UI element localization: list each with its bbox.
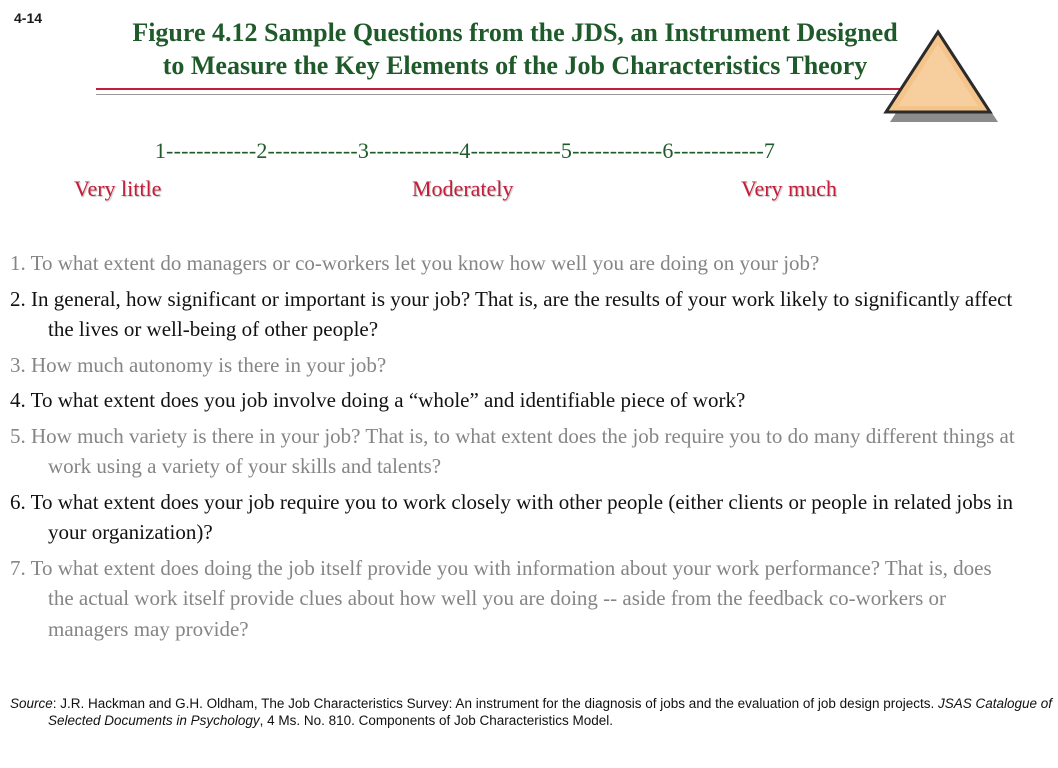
title-divider-grey [96, 94, 904, 95]
scale-label-very-much: Very much [741, 176, 837, 201]
title-line-2: to Measure the Key Elements of the Job Characteristics Theory [162, 51, 868, 80]
slide-title [60, 16, 970, 82]
triangle-logo-icon [880, 28, 1004, 126]
question-list [0, 248, 1020, 649]
title-line-1: Figure 4.12 Sample Questions from the JDS, an Instrument Designed [132, 18, 898, 47]
source-label: Source [10, 696, 53, 711]
scale-label-moderately: Moderately [412, 176, 514, 201]
source-text-after: , 4 Ms. No. 810. Components of Job Characteristics Model. [259, 713, 614, 728]
scale-label-very-little: Very little [74, 176, 162, 201]
question-item: 5. How much variety is there in your job? That is, to what extent does the job require you to do many different things at work using a variety of your skills and talents? [10, 423, 1015, 478]
question-item: 2. In general, how significant or important is your job? That is, are the results of your work likely to significantly affect the lives or well-being of other people? [10, 286, 1013, 341]
rating-scale-line: 1------------2------------3------------4------------5------------6------------7 [154, 138, 776, 163]
question-item: 1. To what extent do managers or co-workers let you know how well you are doing on your job? [10, 251, 820, 275]
title-divider-red [96, 88, 904, 90]
question-item: 4. To what extent does you job involve doing a “whole” and identifiable piece of work? [10, 388, 746, 412]
source-journal: JSAS Catalogue of Selected Documents in Psychology [48, 696, 1053, 728]
question-item: 6. To what extent does your job require you to work closely with other people (either clients or people in related jobs in your organization)? [10, 489, 1013, 544]
page-number: 4-14 [14, 10, 43, 26]
question-item: 3. How much autonomy is there in your job? [10, 352, 387, 377]
question-item: 7. To what extent does doing the job itself provide you with information about your work performance? That is, does the actual work itself provide clues about how well you are doing -- aside from the feedback co-workers or managers may provide? [10, 555, 992, 641]
source-citation [0, 695, 1058, 729]
source-text-before: : J.R. Hackman and G.H. Oldham, The Job Characteristics Survey: An instrument for the diagnosis of jobs and the evaluation of job design projects. [52, 696, 938, 711]
